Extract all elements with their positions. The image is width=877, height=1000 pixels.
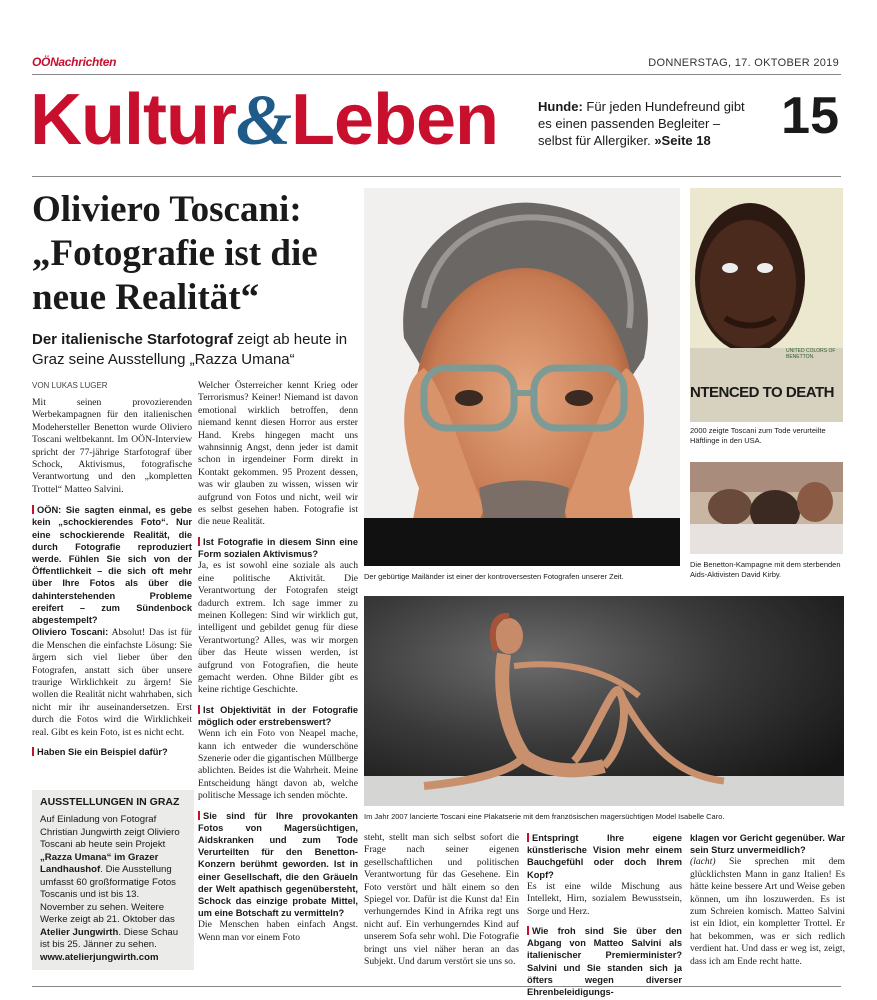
aids-activist-photo	[690, 462, 843, 554]
answer-1-speaker: Oliviero Toscani:	[32, 627, 109, 638]
answer-5: Die Menschen haben einfach Angst. Wenn man vor einem Foto	[198, 919, 358, 943]
article-column-5	[690, 832, 845, 968]
exhibition-info-box	[32, 790, 194, 970]
question-3	[198, 536, 358, 560]
issue-date: DONNERSTAG, 17. OKTOBER 2019	[648, 57, 839, 69]
info-box-text-1: Auf Einladung von Fotograf Christian Jungwirth zeigt Oliviero Toscani ab heute sein Projekt	[40, 814, 180, 850]
intro-paragraph: Mit seinen provozierenden Werbekampagnen für den italienischen Modehersteller Benetton wurde Oliviero Toscani weltbekannt. Im OÖN-Interview spricht der 77-jährige Starfotograf über Schock, Aktivismus, fotografische Verantwortung und den „kompletten Trottel“ Matteo Salvini.	[32, 397, 192, 495]
subhead-bold: Der italienische Starfotograf	[32, 331, 233, 348]
info-box-text-3: . Diese Schau ist bis 25. Jänner zu sehen.	[40, 926, 179, 950]
question-1-text: OÖN: Sie sagten einmal, es gebe kein „schockierendes Foto“. Nur eine schockierende Realität, die durch Fotografie reproduziert werde. Fühlen Sie sich von der Öffentlichkeit – die sich oft mehr über Ihre Fotos als über die dahinterstehenden Probleme ereifert – zum Sündenbock abgestempelt?	[32, 505, 192, 626]
info-box-venue-2: Atelier Jungwirth	[40, 926, 119, 938]
question-marker	[32, 505, 34, 514]
info-box-venue-1: „Razza Umana“ im Grazer Landhaushof	[40, 851, 159, 875]
question-marker	[527, 833, 529, 842]
info-box-text-2: . Die Ausstellung umfasst 60 großformatige Fotos Toscanis und ist bis 13. November zu sehen. Weitere Werke zeigt ab 21. Oktober das	[40, 864, 176, 925]
aids-activist-caption: Die Benetton-Kampagne mit dem sterbenden Aids-Aktivisten David Kirby.	[690, 560, 841, 579]
question-marker	[198, 537, 200, 546]
top-divider	[32, 74, 841, 75]
sentenced-overlay-text: NTENCED TO DEATH	[690, 384, 834, 401]
article-headline: Oliviero Toscani: „Fotografie ist die neue Realität“	[32, 189, 318, 318]
question-4-text: Ist Objektivität in der Fotografie möglich oder erstrebenswert?	[198, 704, 358, 727]
article-column-3	[364, 832, 519, 968]
article-subhead	[32, 330, 362, 370]
teaser-page-ref[interactable]: »Seite 18	[654, 133, 711, 148]
question-6	[527, 832, 682, 881]
section-title-part2: Leben	[290, 80, 499, 160]
answer-7-laugh: (lacht)	[690, 856, 716, 868]
prisoner-photo	[690, 188, 843, 422]
answer-1-text: Absolut! Das ist für die Menschen die einfachste Lösung: Sie ärgern sich viel lieber über den Fotografen, anstatt sich über unsere traurige Wirklichkeit zu ärgern! Sie wollen die Realität nicht wahrhaben, sich nicht mir ihr auseinandersetzen. Erst durch die Fotos wird die Wirklichkeit real. Gibt es kein Foto, ist es nicht echt.	[32, 627, 192, 738]
portrait-caption: Der gebürtige Mailänder ist einer der kontroversesten Fotografen unserer Zeit.	[364, 572, 624, 581]
section-title-part1: Kultur	[30, 80, 236, 160]
teaser-topic: Hunde:	[538, 99, 583, 114]
article-column-2	[198, 380, 358, 944]
question-marker	[32, 747, 34, 756]
prisoner-caption: 2000 zeigte Toscani zum Tode verurteilte Häftlinge in den USA.	[690, 426, 826, 445]
question-4	[198, 704, 358, 728]
byline: VON LUKAS LUGER	[32, 381, 108, 390]
masthead-divider	[32, 176, 841, 177]
question-3-text: Ist Fotografie in diesem Sinn eine Form sozialen Aktivismus?	[198, 536, 358, 560]
question-7-text: Wie froh sind Sie über den Abgang von Matteo Salvini als italienischer Premierminister? Salvini und Sie standen sich ja öfters wegen diverser Ehrenbeleidigungs-	[527, 926, 682, 998]
portrait-photo	[364, 188, 680, 566]
benetton-brand: UNITED COLORS OF BENETTON.	[786, 348, 836, 360]
answer-1	[32, 626, 192, 739]
answer-7-text: Sie sprechen mit dem glücklichsten Mann in ganz Italien! Es hätte keine bessere Art und Weise geben können, um ihn loszuwerden. Es ist zum Schreien komisch. Matteo Salvini ist ein Idiot, ein kompletter Trottel. Er hat bekommen, was er sich redlich verdient hat. Und dass er weg ist, zeigt, dass ich am Ende recht hatte.	[690, 856, 845, 967]
info-box-text	[40, 814, 186, 964]
section-title	[30, 80, 498, 160]
question-marker	[198, 811, 200, 820]
question-5	[198, 810, 358, 920]
model-photo	[364, 596, 844, 806]
question-marker	[198, 705, 200, 714]
bottom-divider	[32, 986, 841, 987]
answer-7	[690, 856, 845, 968]
aids-activist-illustration	[690, 462, 843, 554]
answer-2: Welcher Österreicher kennt Krieg oder Terrorismus? Keiner! Niemand ist davon emotional wirklich betroffen, denn niemand kennt diesen Horror aus erster Hand. Krebs hingegen macht uns wahnsinnig Angst, denn jeder ist damit schon in irgendeiner Form direkt in Kontakt gekommen. 95 Prozent dessen, was wir glauben zu wissen, wissen wir aufgrund von Fotos und nicht, weil wir es selbst gesehen haben. Fotografie ist die neue Realität.	[198, 380, 358, 528]
answer-5-continued: steht, stellt man sich selbst sofort die Frage nach seiner eigenen gesellschaftlichen und politischen Verantwortung für das Gesehene. Ein Foto verstört und hält einem so den Spiegel vor. Dafür ist die Kunst da! Ein verhungerndes Kind in Afrika regt uns nicht auf. Ein verhungerndes Kind auf unserem Sofa sehr wohl. Die Fotografie bringt uns viel näher heran an das Subjekt. Und darum verstört sie uns so.	[364, 832, 519, 968]
question-7-continued: klagen vor Gericht gegenüber. War sein Sturz unvermeidlich?	[690, 833, 845, 856]
question-2-text: Haben Sie ein Beispiel dafür?	[37, 746, 168, 757]
portrait-illustration	[364, 188, 680, 566]
model-caption: Im Jahr 2007 lancierte Toscani eine Plakatserie mit dem französischen magersüchtigen Model Isabelle Caro.	[364, 812, 725, 821]
question-7	[527, 925, 682, 998]
model-illustration	[364, 596, 844, 806]
question-6-text: Entspringt Ihre eigene künstlerische Vision mehr einem Bauchgefühl oder doch Ihrem Kopf?	[527, 833, 682, 880]
subhead-rest: zeigt ab heute in Graz seine Ausstellung „Razza Umana“	[32, 331, 348, 368]
teaser-box[interactable]	[538, 98, 748, 149]
article-column-4	[527, 832, 682, 998]
info-box-url[interactable]: www.atelierjungwirth.com	[40, 951, 159, 963]
newspaper-logo: OÖNachrichten	[32, 55, 117, 69]
answer-6: Es ist eine wilde Mischung aus Intellekt, Hirn, sozialem Bewusstsein, Sorge und Herz.	[527, 880, 682, 917]
teaser-text: Für jeden Hundefreund gibt es einen passenden Begleiter – selbst für Allergiker.	[538, 99, 745, 148]
page-number: 15	[781, 87, 839, 145]
answer-3: Ja, es ist sowohl eine soziale als auch eine politische Aktivität. Die Verantwortung der Fotografen steigt dadurch extrem. Ich sage immer zu meinen Kollegen: Sind wir wirklich gut, intelligent und gebildet genug für diese Verantwortung? Alles, was wir morgen über das Heute wissen werden, ist aufgrund von Fotografien, die heute gemacht werden. Ohne Bilder gibt es keine richtige Geschichte.	[198, 560, 358, 696]
section-title-ampersand: &	[235, 80, 291, 160]
question-5-text: Sie sind für Ihre provokanten Fotos von Magersüchtigen, Aidskranken und zum Tode Verurteilten für den Benetton-Konzern berühmt geworden. Ist in einer Gesellschaft, die den Gräueln der Welt apathisch gegenübersteht, Schock das einzige probate Mittel, um eine Botschaft zu vermitteln?	[198, 810, 358, 919]
question-1	[32, 504, 192, 626]
question-marker	[527, 926, 529, 935]
answer-4: Wenn ich ein Foto von Neapel mache, kann ich entweder die wunderschöne Szenerie oder die gigantischen Müllberge ablichten. Beides ist die Wahrheit. Meine Entscheidung hängt davon ab, welche politische Message ich senden möchte.	[198, 728, 358, 802]
article-column-1	[32, 397, 192, 758]
question-2	[32, 746, 192, 758]
info-box-title: AUSSTELLUNGEN IN GRAZ	[40, 796, 180, 808]
